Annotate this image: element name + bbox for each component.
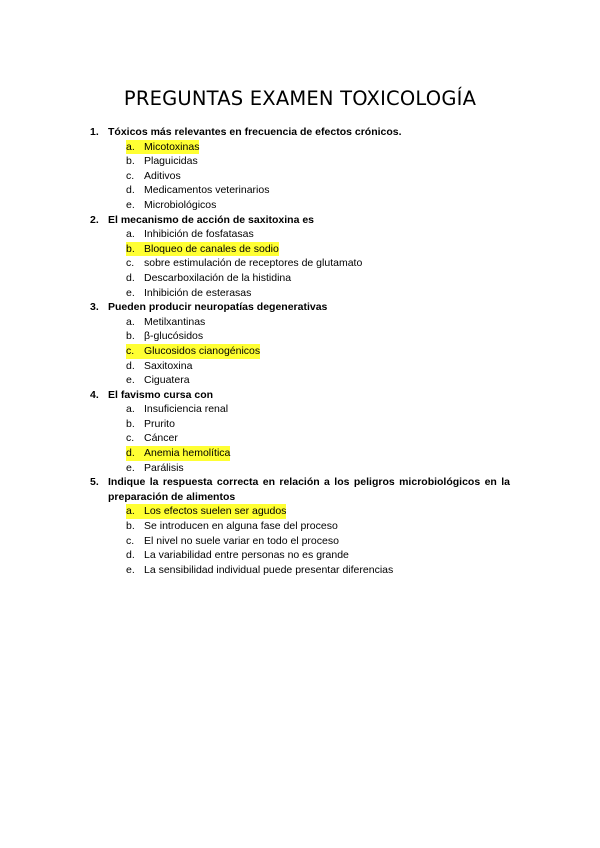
question-text: El mecanismo de acción de saxitoxina es [108,213,315,226]
option-text: Inhibición de fosfatasas [144,228,254,241]
option-list [90,315,510,388]
question-number: 1. [90,126,99,138]
answer-option-highlighted [90,242,510,257]
answer-option [90,315,510,330]
option-text: Micotoxinas [144,140,200,153]
option-letter: c. [126,534,135,547]
option-text: Bloqueo de canales de sodio [144,242,279,255]
answer-option [90,417,510,432]
answer-option [90,461,510,476]
question-text: Pueden producir neuropatías degenerativas [108,301,328,314]
answer-option [90,402,510,417]
option-text: Saxitoxina [144,359,193,372]
answer-option [90,154,510,169]
option-text: El nivel no suele variar en todo el proceso [144,534,339,547]
question-heading [90,388,510,403]
option-letter: b. [126,330,135,343]
option-text: Ciguatera [144,374,190,387]
option-letter: e. [126,286,135,299]
option-list [90,227,510,300]
indent-spacer [90,344,126,359]
option-letter: b. [126,155,135,168]
option-text: Prurito [144,417,175,430]
answer-option [90,227,510,242]
highlight-marker [126,504,286,519]
answer-option-highlighted [90,504,510,519]
option-text: Microbiológicos [144,198,217,211]
option-list [90,504,510,577]
option-text: Se introducen en alguna fase del proceso [144,520,338,533]
option-letter: e. [126,374,135,387]
question-4 [90,388,510,476]
option-letter: c. [126,257,135,270]
question-5 [90,475,510,577]
indent-spacer [90,140,126,155]
option-letter: a. [126,505,135,518]
option-text: Descarboxilación de la histidina [144,271,292,284]
question-heading [90,125,510,140]
question-heading [90,475,510,504]
answer-option [90,169,510,184]
option-letter: e. [126,461,135,474]
highlight-marker [126,344,260,359]
option-letter: c. [126,169,135,182]
option-text: Metilxantinas [144,315,206,328]
option-letter: b. [126,242,135,255]
option-letter: d. [126,271,135,284]
answer-option [90,431,510,446]
option-letter: d. [126,184,135,197]
question-heading [90,300,510,315]
highlight-marker [126,140,199,155]
option-text: La sensibilidad individual puede presentar diferencias [144,563,394,576]
option-text: La variabilidad entre personas no es grande [144,549,349,562]
option-text: Medicamentos veterinarios [144,184,270,197]
answer-option [90,256,510,271]
highlight-marker [126,242,279,257]
option-letter: a. [126,403,135,416]
answer-option-highlighted [90,344,510,359]
option-list [90,402,510,475]
option-text: Parálisis [144,461,184,474]
option-letter: c. [126,344,135,357]
question-number: 2. [90,213,99,226]
question-text: Indique la respuesta correcta en relación a los peligros microbiológicos en la preparación de alimentos [108,476,510,503]
option-text: Aditivos [144,169,181,182]
question-2 [90,213,510,301]
option-letter: a. [126,315,135,328]
question-heading [90,213,510,228]
option-list [90,140,510,213]
question-text: Tóxicos más relevantes en frecuencia de efectos crónicos. [108,126,402,138]
option-letter: a. [126,140,135,153]
option-letter: b. [126,417,135,430]
option-text: Inhibición de esterasas [144,286,252,299]
question-3 [90,300,510,388]
indent-spacer [90,504,126,519]
page-title: PREGUNTAS EXAMEN TOXICOLOGÍA [123,87,477,111]
question-text: El favismo cursa con [108,388,214,401]
answer-option [90,519,510,534]
answer-option [90,359,510,374]
option-letter: a. [126,228,135,241]
answer-option [90,286,510,301]
option-letter: e. [126,198,135,211]
option-text: sobre estimulación de receptores de glutamato [144,257,363,270]
answer-option [90,563,510,578]
option-letter: b. [126,520,135,533]
option-text: Los efectos suelen ser agudos [144,505,287,518]
highlight-marker [126,446,230,461]
answer-option [90,373,510,388]
answer-option [90,534,510,549]
question-list [90,125,510,577]
option-letter: c. [126,432,135,445]
answer-option [90,183,510,198]
question-number: 3. [90,301,99,314]
option-text: Anemia hemolítica [144,447,231,460]
answer-option [90,198,510,213]
indent-spacer [90,242,126,257]
question-number: 5. [90,476,99,489]
question-1 [90,125,510,213]
answer-option [90,329,510,344]
option-text: Insuficiencia renal [144,403,229,416]
option-text: β-glucósidos [144,330,204,343]
option-text: Cáncer [144,432,178,445]
answer-option [90,548,510,563]
indent-spacer [90,446,126,461]
option-letter: d. [126,447,135,460]
option-letter: d. [126,359,135,372]
question-number: 4. [90,388,99,401]
option-text: Plaguicidas [144,155,198,168]
option-letter: d. [126,549,135,562]
option-letter: e. [126,563,135,576]
answer-option [90,271,510,286]
option-text: Glucosidos cianogénicos [144,344,261,357]
answer-option-highlighted [90,140,510,155]
answer-option-highlighted [90,446,510,461]
